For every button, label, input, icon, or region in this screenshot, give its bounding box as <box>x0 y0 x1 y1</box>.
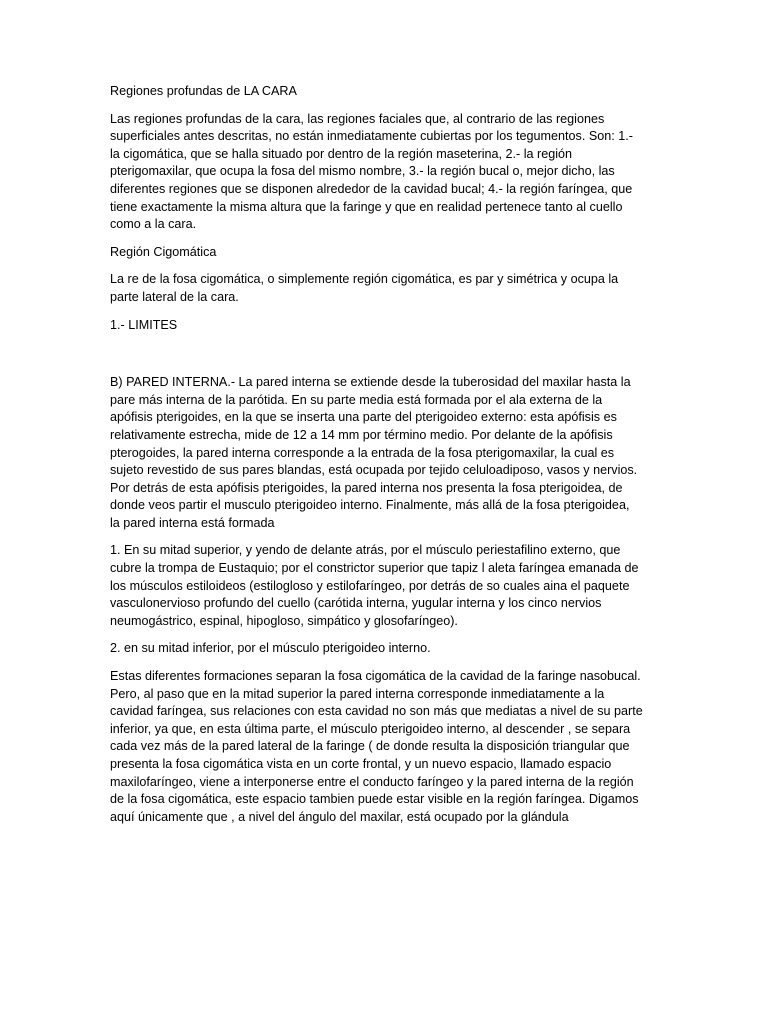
paragraph-line: diferentes regiones que se disponen alrededor de la cavidad bucal; 4.- la región faríngea, que <box>110 181 633 196</box>
paragraph-line: relativamente estrecha, mide de 12 a 14 mm por término medio. Por delante de la apófisis <box>110 427 613 442</box>
paragraph-line: Las regiones profundas de la cara, las regiones faciales que, al contrario de las regiones <box>110 111 605 126</box>
paragraph-line: pterigomaxilar, que ocupa la fosa del mismo nombre, 3.- la región bucal o, mejor dicho, las <box>110 164 615 179</box>
paragraph-line: pterogoides, la pared interna corresponde a la entrada de la fosa pterigomaxilar, la cual es <box>110 445 615 460</box>
paragraph-line: parte lateral de la cara. <box>110 289 239 304</box>
paragraph-line: sujeto revestido de sus pares blandas, está ocupada por tejido celuloadiposo, vasos y nervios. <box>110 463 638 478</box>
document-title: Regiones profundas de LA CARA <box>110 84 297 98</box>
section-heading-block <box>110 244 668 262</box>
section-paragraph <box>110 271 668 306</box>
paragraph-line: B) PARED INTERNA.- La pared interna se extiende desde la tuberosidad del maxilar hasta la <box>110 375 631 390</box>
paragraph-line: La re de la fosa cigomática, o simplemente región cigomática, es par y simétrica y ocupa la <box>110 272 619 287</box>
list-item-2 <box>110 640 668 658</box>
limits-heading-block <box>110 317 668 335</box>
paragraph-line: donde veos partir el musculo pterigoideo interno. Finalmente, más allá de la fosa pterigoidea, <box>110 498 630 513</box>
section-heading: Región Cigomática <box>110 244 217 259</box>
paragraph-line: cavidad faríngea, sus relaciones con esta cavidad no son más que mediatas a nivel de su parte <box>110 704 643 719</box>
paragraph-line: como a la cara. <box>110 217 197 232</box>
paragraph-line: inferior, ya que, en esta última parte, el músculo pterigoideo interno, al descender , se separa <box>110 721 631 736</box>
paragraph-line: pare más interna de la parótida. En su parte media está formada por el ala externa de la <box>110 392 603 407</box>
paragraph-line: Pero, al paso que en la mitad superior la pared interna corresponde inmediatamente a la <box>110 686 605 701</box>
paragraph-line: 1. En su mitad superior, y yendo de delante atrás, por el músculo periestafilino externo, que <box>110 543 621 558</box>
paragraph-line: cubre la trompa de Eustaquio; por el constrictor superior que tapiz l aleta faríngea emanada de <box>110 561 639 576</box>
paragraph-line: 2. en su mitad inferior, por el músculo pterigoideo interno. <box>110 641 431 656</box>
paragraph-line: presenta la fosa cigomática vista en un corte frontal, y un nuevo espacio, llamado espacio <box>110 757 612 771</box>
paragraph-line: vasculonervioso profundo del cuello (carótida interna, yugular interna y los cinco nervios <box>110 596 602 611</box>
paragraph-line: Por detrás de esta apófisis pterigoides, la pared interna nos presenta la fosa pterigoidea, de <box>110 480 623 495</box>
paragraph-line: cada vez más de la pared lateral de la faringe ( de donde resulta la disposición triangular que <box>110 739 630 754</box>
paragraph-line: de la fosa cigomática, este espacio tambien puede estar visible en la región faríngea. Digamos <box>110 792 639 807</box>
document-title-block <box>110 83 668 101</box>
paragraph-line: neumogástrico, espinal, hipogloso, simpático y glosofaríngeo). <box>110 613 458 628</box>
paragraph-line: la pared interna está formada <box>110 515 275 530</box>
limits-heading: 1.- LIMITES <box>110 317 178 332</box>
paragraph-line: Estas diferentes formaciones separan la fosa cigomática de la cavidad de la faringe nasobucal. <box>110 669 641 684</box>
paragraph-line: los músculos estiloideos (estilogloso y estilofaríngeo, por detrás de so cuales aina el paquete <box>110 578 630 593</box>
paragraph-line: tiene exactamente la misma altura que la faringe y que en realidad pertenece tanto al cuello <box>110 199 623 214</box>
intro-paragraph <box>110 111 668 234</box>
paragraph-line: aquí únicamente que , a nivel del ángulo del maxilar, está ocupado por la glándula <box>110 809 569 824</box>
paragraph-line: maxilofaríngeo, viene a interponerse entre el conducto faríngeo y la pared interna de la región <box>110 774 634 789</box>
final-paragraph <box>110 668 668 826</box>
paragraph-line: apófisis pterigoides, en la que se inserta una parte del pterigoideo externo: esta apófisis es <box>110 410 617 425</box>
blank-space <box>110 344 668 374</box>
list-item-1 <box>110 542 668 630</box>
pared-interna-paragraph <box>110 374 668 532</box>
paragraph-line: la cigomática, que se halla situado por dentro de la región maseterina, 2.- la región <box>110 146 573 161</box>
paragraph-line: superficiales antes descritas, no están inmediatamente cubiertas por los tegumentos. Son: 1.- <box>110 129 633 144</box>
